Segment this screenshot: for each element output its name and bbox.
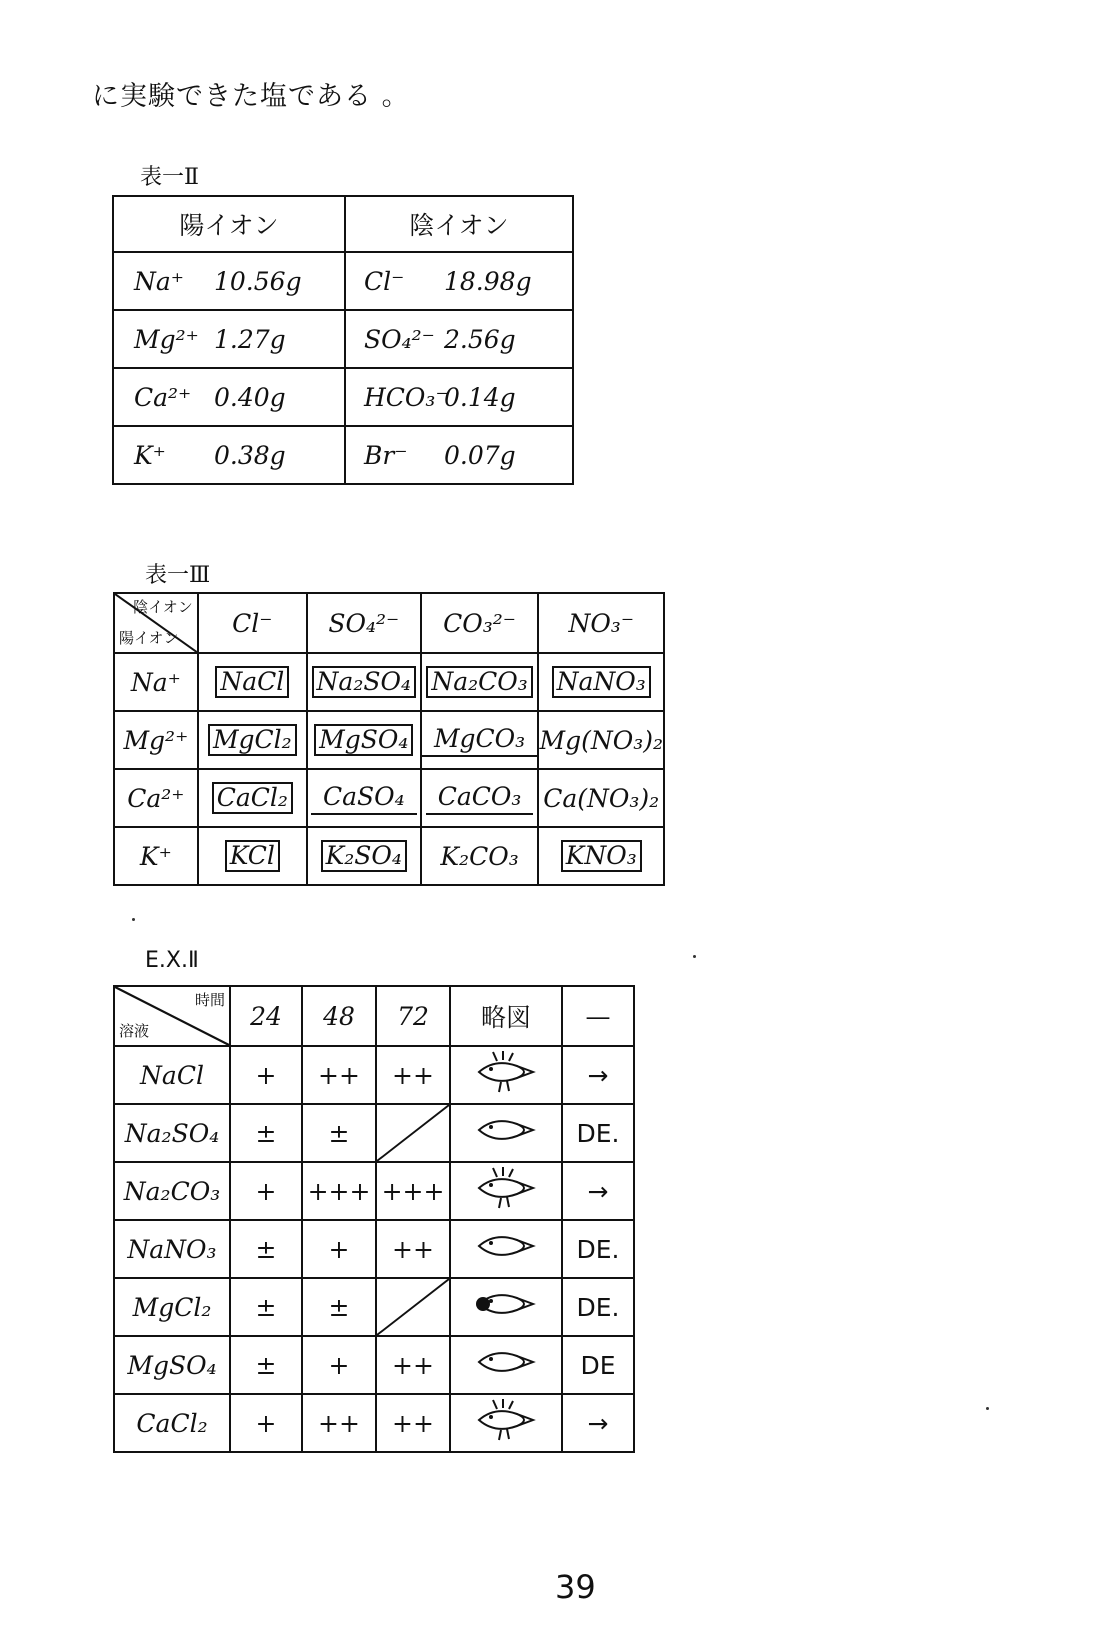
ex2-result-cell: ± (230, 1220, 302, 1278)
ex2-result-cell: + (302, 1220, 376, 1278)
cation: K⁺ (134, 440, 166, 470)
table3-salt-cell (307, 769, 421, 827)
table3-salt-cell (538, 827, 664, 885)
table3-salt-cell (421, 711, 539, 769)
table2-cell (345, 252, 573, 310)
table2-cell (345, 426, 573, 484)
table2-cell (113, 368, 345, 426)
ex2-outcome: DE (562, 1336, 634, 1394)
table3-salt-cell (198, 827, 307, 885)
anion: SO₄²⁻ (364, 324, 435, 354)
ex2-row (114, 1278, 634, 1336)
ex2-result-cell: ++ (376, 1220, 450, 1278)
salt-formula: Mg(NO₃)₂ (539, 725, 663, 755)
table3-salt-cell (198, 653, 307, 711)
salt-formula: Na₂CO₃ (426, 666, 532, 698)
ex2-result-cell: ++ (302, 1394, 376, 1452)
ex2-outcome: DE. (562, 1278, 634, 1336)
table3-salt-cell (198, 769, 307, 827)
table3-anion-header: Cl⁻ (198, 593, 307, 653)
ex2-outcome: → (562, 1394, 634, 1452)
ex2-caption: E.X.Ⅱ (145, 948, 199, 973)
table3-caption: 表一Ⅲ (145, 563, 211, 588)
ex2-solution: Na₂SO₄ (114, 1104, 230, 1162)
table2-cell (113, 252, 345, 310)
ex2-result-cell: ± (230, 1336, 302, 1394)
ex2-result-cell: + (302, 1336, 376, 1394)
ex2-header: 24 (230, 986, 302, 1046)
ex2-outcome: → (562, 1162, 634, 1220)
anion: Cl⁻ (364, 266, 405, 296)
table3-cation: Mg²⁺ (114, 711, 198, 769)
salt-formula: Ca(NO₃)₂ (543, 783, 660, 813)
salt-formula: MgCO₃ (422, 724, 537, 757)
table3-salt-cell (538, 769, 664, 827)
table2-cell (345, 368, 573, 426)
ex2-result-cell: ++ (302, 1046, 376, 1104)
ex2-table (113, 985, 635, 1453)
ex2-row (114, 1394, 634, 1452)
table3-row (114, 711, 664, 769)
salt-formula: KNO₃ (561, 840, 642, 872)
ex2-result-cell: + (230, 1046, 302, 1104)
ex2-sketch-cell (450, 1104, 562, 1162)
table3-salt-cell (307, 711, 421, 769)
slash-line (377, 1105, 449, 1161)
salt-formula: K₂SO₄ (321, 840, 407, 872)
ex2-result-cell: + (230, 1162, 302, 1220)
table3-corner-cell (114, 593, 198, 653)
ex2-result-cell: +++ (302, 1162, 376, 1220)
cation: Na⁺ (134, 266, 184, 296)
slash-line (377, 1279, 449, 1335)
table3-salt-cell (307, 827, 421, 885)
ex2-result-cell: ± (230, 1104, 302, 1162)
table3-row (114, 769, 664, 827)
ex2-corner-cell (114, 986, 230, 1046)
ex2-result-cell: ± (230, 1278, 302, 1336)
salt-formula: MgSO₄ (314, 724, 413, 756)
table3-salt-cell (421, 653, 539, 711)
speck (132, 918, 135, 921)
mass: 18.98g (444, 266, 532, 296)
salt-formula: MgCl₂ (208, 724, 297, 756)
mass: 0.07g (444, 440, 516, 470)
table3-salt-cell (421, 769, 539, 827)
ex2-result-cell: ++ (376, 1394, 450, 1452)
ex2-outcome: DE. (562, 1104, 634, 1162)
anion: HCO₃⁻ (364, 382, 449, 412)
ex2-row (114, 1336, 634, 1394)
table3-salt-cell (307, 653, 421, 711)
ex2-slashed-cell (376, 1278, 450, 1336)
table3-anion-header: SO₄²⁻ (307, 593, 421, 653)
ex2-result-cell: + (230, 1394, 302, 1452)
table2-cell (345, 310, 573, 368)
ex2-result-cell: ± (302, 1104, 376, 1162)
ex2-solution: MgCl₂ (114, 1278, 230, 1336)
ex2-solution: NaCl (114, 1046, 230, 1104)
speck (693, 955, 696, 958)
table2-cell (113, 426, 345, 484)
corner-bottom-label: 陽イオン (119, 629, 179, 647)
ex2-header: 48 (302, 986, 376, 1046)
ex2-sketch-cell (450, 1394, 562, 1452)
table3-anion-header: CO₃²⁻ (421, 593, 539, 653)
ex2-outcome: DE. (562, 1220, 634, 1278)
larva-sketch-icon (471, 1396, 541, 1444)
salt-formula: CaSO₄ (311, 782, 417, 815)
ex2-result-cell: ± (302, 1278, 376, 1336)
ex2-header: 72 (376, 986, 450, 1046)
mass: 0.40g (214, 382, 286, 412)
larva-sketch-icon (471, 1164, 541, 1212)
cation: Ca²⁺ (134, 382, 192, 412)
ex2-solution: MgSO₄ (114, 1336, 230, 1394)
ex2-row (114, 1220, 634, 1278)
table3-row (114, 827, 664, 885)
ex2-solution: Na₂CO₃ (114, 1162, 230, 1220)
salt-formula: CaCl₂ (212, 782, 293, 814)
tadpole-sketch-icon (471, 1338, 541, 1386)
table3 (113, 592, 665, 886)
tadpole-sketch-icon (471, 1106, 541, 1154)
tadpole-sketch-icon (471, 1222, 541, 1270)
table2-caption: 表一Ⅱ (140, 165, 199, 190)
ex2-row (114, 1046, 634, 1104)
ex2-header: 略図 (450, 986, 562, 1046)
ex2-solution: NaNO₃ (114, 1220, 230, 1278)
ex2-result-cell: ++ (376, 1046, 450, 1104)
ex2-sketch-cell (450, 1278, 562, 1336)
tadpole-dark-sketch-icon (471, 1280, 541, 1328)
table2 (112, 195, 574, 485)
ex2-row (114, 1104, 634, 1162)
table3-salt-cell (421, 827, 539, 885)
table3-salt-cell (538, 653, 664, 711)
table3-salt-cell (538, 711, 664, 769)
salt-formula: NaNO₃ (552, 666, 651, 698)
mass: 0.14g (444, 382, 516, 412)
anion: Br⁻ (364, 440, 408, 470)
table3-cation: K⁺ (114, 827, 198, 885)
corner-bottom-label: 溶液 (119, 1022, 150, 1040)
corner-top-label: 時間 (194, 991, 225, 1009)
intro-text: に実験できた塩である 。 (92, 81, 410, 112)
mass: 0.38g (214, 440, 286, 470)
ex2-outcome: → (562, 1046, 634, 1104)
salt-formula: Na₂SO₄ (312, 666, 416, 698)
ex2-slashed-cell (376, 1104, 450, 1162)
salt-formula: KCl (225, 840, 280, 872)
table3-row (114, 653, 664, 711)
table3-salt-cell (198, 711, 307, 769)
ex2-solution: CaCl₂ (114, 1394, 230, 1452)
ex2-result-cell: ++ (376, 1336, 450, 1394)
ex2-sketch-cell (450, 1220, 562, 1278)
table3-cation: Ca²⁺ (114, 769, 198, 827)
salt-formula: K₂CO₃ (440, 841, 519, 871)
salt-formula: NaCl (215, 666, 289, 698)
page-number: 39 (555, 1568, 596, 1606)
ex2-row (114, 1162, 634, 1220)
ex2-sketch-cell (450, 1046, 562, 1104)
table2-cell (113, 310, 345, 368)
ex2-sketch-cell (450, 1162, 562, 1220)
table3-anion-header: NO₃⁻ (538, 593, 664, 653)
mass: 1.27g (214, 324, 286, 354)
ex2-sketch-cell (450, 1336, 562, 1394)
table2-header-cation: 陽イオン (113, 196, 345, 252)
ex2-result-cell: +++ (376, 1162, 450, 1220)
mass: 10.56g (214, 266, 302, 296)
table2-header-anion: 陰イオン (345, 196, 573, 252)
mass: 2.56g (444, 324, 516, 354)
salt-formula: CaCO₃ (426, 782, 534, 815)
larva-sketch-icon (471, 1048, 541, 1096)
ex2-header: — (562, 986, 634, 1046)
speck (986, 1407, 989, 1410)
corner-top-label: 陰イオン (133, 598, 193, 616)
cation: Mg²⁺ (134, 324, 199, 354)
table3-cation: Na⁺ (114, 653, 198, 711)
